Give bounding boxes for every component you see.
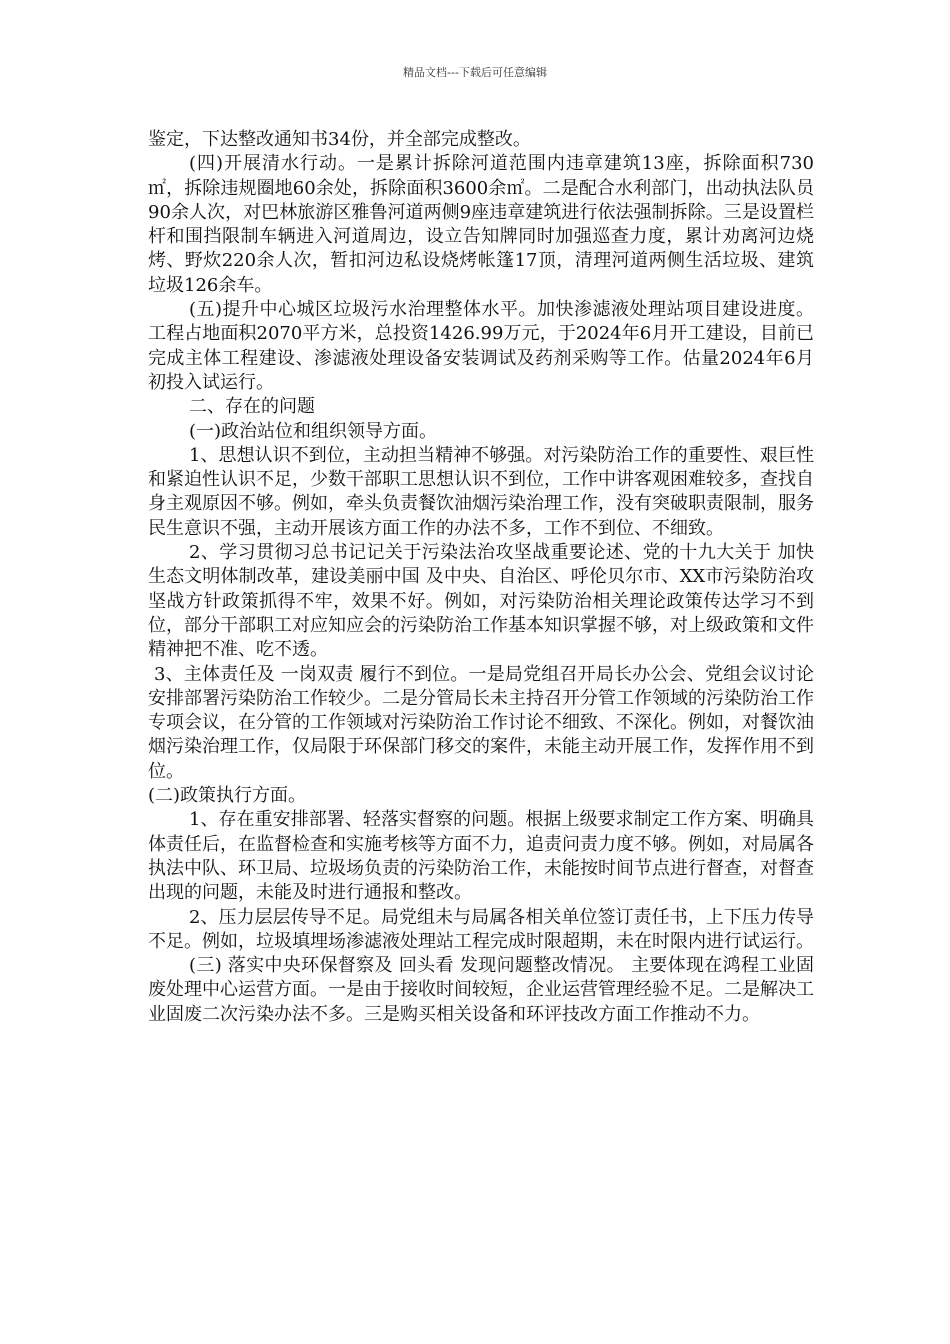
- subsection-heading-political: (一)政治站位和组织领导方面。: [189, 420, 438, 442]
- section-heading-problems: 二、存在的问题: [189, 396, 315, 418]
- paragraph-policy-1: 1、存在重安排部署、轻落实督察的问题。根据上级要求制定工作方案、明确具体责任后，在监督检查和实施考核等方面不力，追责问责力度不够。例如，对局属各执法中队、环卫局、垃圾场负责的污染防治工作，未能按时间节点进行督查，对督查出现的问题，未能及时进行通报和整改。: [148, 809, 814, 904]
- paragraph-rectification: (三) 落实中央环保督察及 回头看 发现问题整改情况。 主要体现在鸿程工业固废处理中心运营方面。一是由于接收时间较短，企业运营管理经验不足。二是解决工业固废二次污染办法不多。三是购买相关设备和环评技改方面工作推动不力。: [148, 955, 814, 1025]
- document-body: [148, 128, 814, 1027]
- paragraph-policy-2: 2、压力层层传导不足。局党组未与局属各相关单位签订责任书，上下压力传导不足。例如，垃圾填埋场渗滤液处理站工程完成时限超期，未在时限内进行试运行。: [148, 906, 814, 952]
- paragraph-problem-3: 3、主体责任及 一岗双责 履行不到位。一是局党组召开局长办公会、党组会议讨论安排部署污染防治工作较少。二是分管局长未主持召开分管工作领域的污染防治工作专项会议，在分管的工作领域对污染防治工作讨论不细致、不深化。例如，对餐饮油烟污染治理工作，仅局限于环保部门移交的案件，未能主动开展工作，发挥作用不到位。: [148, 663, 814, 782]
- subsection-heading-policy: (二)政策执行方面。: [148, 785, 307, 807]
- page-header: 精品文档---下载后可任意编辑: [403, 66, 547, 79]
- paragraph-problem-2: 2、学习贯彻习总书记记关于污染法治攻坚战重要论述、党的十九大关于 加快生态文明体制改革，建设美丽中国 及中央、自治区、呼伦贝尔市、XX市污染防治攻坚战方针政策抓得不牢，效果不好。例如，对污染防治相关理论政策传达学习不到位，部分干部职工对应知应会的污染防治工作基本知识掌握不够，对上级政策和文件精神把不准、吃不透。: [148, 542, 814, 661]
- paragraph-problem-1: 1、思想认识不到位，主动担当精神不够强。对污染防治工作的重要性、艰巨性和紧迫性认识不足，少数干部职工思想认识不到位，工作中讲客观困难较多，查找自身主观原因不够。例如，牵头负责餐饮油烟污染治理工作，没有突破职责限制，服务民生意识不强，主动开展该方面工作的办法不多，工作不到位、不细致。: [148, 444, 814, 539]
- paragraph-clean-water-action: (四)开展清水行动。一是累计拆除河道范围内违章建筑13座，拆除面积730㎡，拆除违规圈地60余处，拆除面积3600余㎡。二是配合水利部门，出动执法队员90余人次，对巴林旅游区雅鲁河道两侧9座违章建筑进行依法强制拆除。三是设置栏杆和围挡限制车辆进入河道周边，设立告知牌同时加强巡查力度，累计劝离河边烧烤、野炊220余人次，暂扣河边私设烧烤帐篷17顶，清理河道两侧生活垃圾、建筑垃圾126余车。: [148, 153, 814, 296]
- paragraph-intro-continuation: 鉴定，下达整改通知书34份，并全部完成整改。: [148, 129, 531, 150]
- paragraph-garbage-treatment: (五)提升中心城区垃圾污水治理整体水平。加快渗滤液处理站项目建设进度。工程占地面积2070平方米，总投资1426.99万元，于2024年6月开工建设，目前已完成主体工程建设、渗滤液处理设备安装调试及药剂采购等工作。估量2024年6月初投入试运行。: [148, 299, 814, 393]
